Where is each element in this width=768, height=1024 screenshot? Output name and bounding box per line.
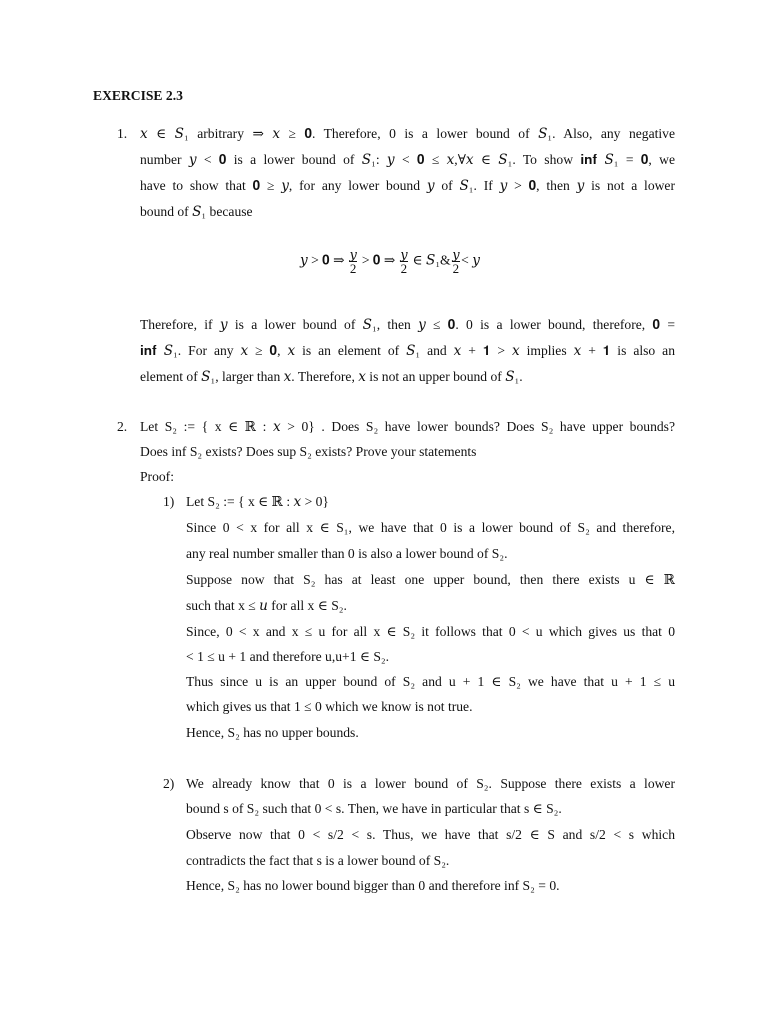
item-1-line-3: have to show that 𝟎 ≥ 𝑦, for any lower bound 𝑦 of 𝑆₁. If 𝑦 > 𝟎, then 𝑦 is not a lower bbox=[140, 178, 675, 193]
exercise-title: EXERCISE 2.3 bbox=[93, 88, 183, 103]
sub-1-line-10: Hence, S₂ has no upper bounds. bbox=[186, 725, 359, 740]
sub-2-line-4: contradicts the fact that s is a lower bound of S₂. bbox=[186, 853, 450, 868]
item-1-line-4: bound of 𝑆₁ because bbox=[140, 204, 253, 219]
eq-part-2: > 𝟎 ⇒ bbox=[361, 252, 396, 268]
sub-1-line-9: which gives us that 1 ≤ 0 which we know is not true. bbox=[186, 699, 473, 714]
item-1-line-1: 𝑥 ∈ 𝑆₁ arbitrary ⇒ 𝑥 ≥ 𝟎. Therefore, 0 is a lower bound of 𝑆₁. Also, any negative bbox=[140, 126, 675, 141]
sub-1-line-1: Let S₂ := { x ∈ ℝ : 𝑥 > 0} bbox=[186, 494, 329, 509]
sub-1-line-7: < 1 ≤ u + 1 and therefore u,u+1 ∈ S₂. bbox=[186, 649, 390, 664]
sub-1-line-6: Since, 0 < x and x ≤ u for all x ∈ S₂ it follows that 0 < u which gives us that 0 bbox=[186, 624, 675, 639]
item-1-line-6: 𝐢𝐧𝐟 𝑆₁. For any 𝑥 ≥ 𝟎, 𝑥 is an element of 𝑆₁ and 𝑥 + 𝟏 > 𝑥 implies 𝑥 + 𝟏 is also an bbox=[140, 343, 675, 358]
eq-part-3: ∈ 𝑆₁& bbox=[412, 252, 451, 268]
sub-2-line-2: bound s of S₂ such that 0 < s. Then, we have in particular that s ∈ S₂. bbox=[186, 801, 562, 816]
item-1-line-7: element of 𝑆₁, larger than 𝑥. Therefore, 𝑥 is not an upper bound of 𝑆₁. bbox=[140, 369, 523, 384]
fraction-3: $\frac{\text{𝑦}}{2}$ bbox=[452, 247, 460, 276]
sub-1-number: 1) bbox=[163, 494, 175, 509]
sub-1-line-2: Since 0 < x for all x ∈ S₁, we have that 0 is a lower bound of S₂ and therefore, bbox=[186, 520, 675, 535]
item-2-line-1: Let S₂ := { x ∈ ℝ : 𝑥 > 0} . Does S₂ have lower bounds? Does S₂ have upper bounds? bbox=[140, 419, 675, 434]
item-1-number: 1. bbox=[117, 126, 128, 141]
sub-2-line-5: Hence, S₂ has no lower bound bigger than 0 and therefore inf S₂ = 0. bbox=[186, 878, 560, 893]
fraction-2: $\frac{\text{𝑦}}{2}$ bbox=[400, 247, 408, 276]
item-1-line-5: Therefore, if 𝑦 is a lower bound of 𝑆₁, then 𝑦 ≤ 𝟎. 0 is a lower bound, therefore, 𝟎 = bbox=[140, 317, 675, 332]
sub-1-line-3: any real number smaller than 0 is also a lower bound of S₂. bbox=[186, 546, 508, 561]
sub-2-number: 2) bbox=[163, 776, 175, 791]
proof-label: Proof: bbox=[140, 469, 174, 484]
sub-1-line-4: Suppose now that S₂ has at least one upper bound, then there exists u ∈ ℝ bbox=[186, 572, 675, 587]
fraction-1: $\frac{\text{𝑦}}{2}$ bbox=[349, 247, 357, 276]
item-2-line-2: Does inf S₂ exists? Does sup S₂ exists? Prove your statements bbox=[140, 444, 477, 459]
sub-1-line-8: Thus since u is an upper bound of S₂ and u + 1 ∈ S₂ we have that u + 1 ≤ u bbox=[186, 674, 675, 689]
sub-1-line-5: such that x ≤ 𝑢 for all x ∈ S₂. bbox=[186, 598, 347, 613]
item-1-line-2: number 𝑦 < 𝟎 is a lower bound of 𝑆₁: 𝑦 < 𝟎 ≤ 𝑥,∀𝑥 ∈ 𝑆₁. To show 𝐢𝐧𝐟 𝑆₁ = 𝟎, we bbox=[140, 152, 675, 167]
item-2-number: 2. bbox=[117, 419, 128, 434]
eq-part-4: < 𝑦 bbox=[461, 252, 480, 268]
eq-part-1: 𝑦 > 𝟎 ⇒ bbox=[300, 252, 345, 268]
equation bbox=[300, 248, 480, 275]
sub-2-line-1: We already know that 0 is a lower bound of S₂. Suppose there exists a lower bbox=[186, 776, 675, 791]
sub-2-line-3: Observe now that 0 < s/2 < s. Thus, we have that s/2 ∈ S and s/2 < s which bbox=[186, 827, 675, 842]
